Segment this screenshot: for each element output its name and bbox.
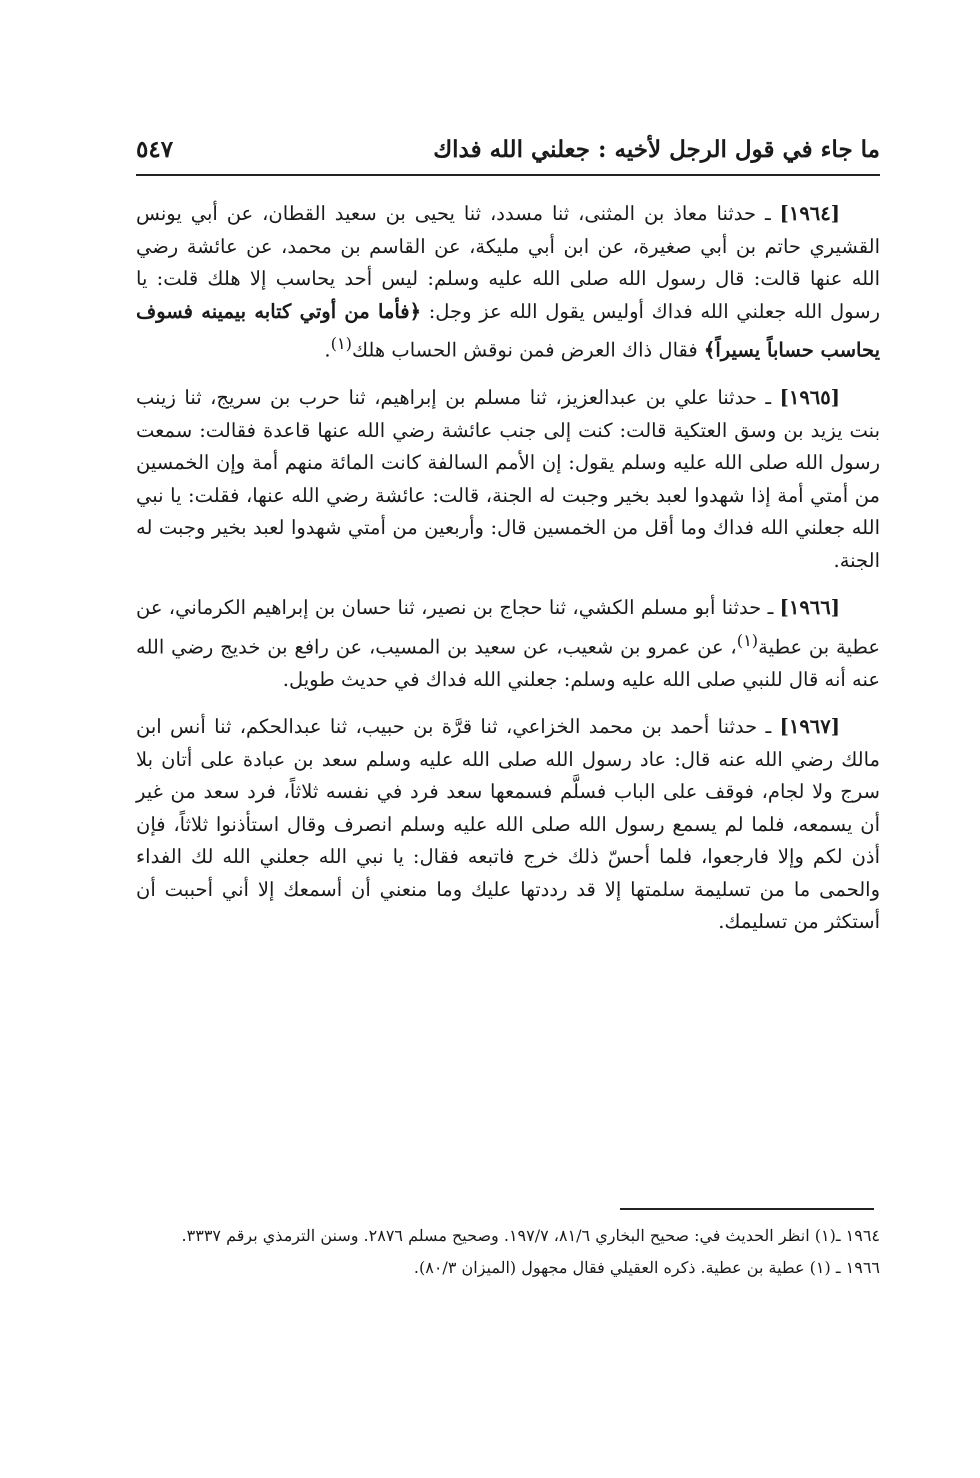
- running-head: ما جاء في قول الرجل لأخيه : جعلني الله فداك: [433, 136, 880, 163]
- hadith-1967: [136, 711, 880, 939]
- footnotes: [120, 1222, 880, 1286]
- page-header: [136, 128, 880, 172]
- page-number: ٥٤٧: [136, 136, 174, 163]
- hadith-number: [١٩٦٥]: [779, 386, 840, 409]
- header-rule: [136, 174, 880, 176]
- hadith-text: ـ حدثنا أحمد بن محمد الخزاعي، ثنا قرَّة بن حبيب، ثنا عبدالحكم، ثنا أنس ابن مالك رضي الله عنه قال: عاد رسول الله صلى الله عليه وسلم سعد بن عبادة على أتان بلا سرج ولا لجام، فوقف على الباب فسلَّم فسمعها سعد فرد في نفسه ثلاثاً، فرد سعد من غير أن يسمعه، فلما لم يسمع رسول الله صلى الله عليه وسلم انصرف وقال استأذنوا ثلاثاً، فإن أذن لكم وإلا فارجعوا، فلما أحسّ ذلك خرج فاتبعه فقال: يا نبي الله جعلني الله لك الفداء والحمى ما من تسليمة سلمتها إلا قد رددتها عليك وما منعني أن أسمعك إلا أني أحببت أن أستكثر من تسليمك.: [136, 715, 880, 933]
- hadith-text: ـ حدثنا علي بن عبدالعزيز، ثنا مسلم بن إبراهيم، ثنا حرب بن سريج، ثنا زينب بنت يزيد بن وسق العتكية قالت: كنت إلى جنب عائشة رضي الله عنها قاعدة فقالت: سمعت رسول الله صلى الله عليه وسلم يقول: إن الأمم السالفة كانت المائة منهم أمة وإن الخمسين من أمتي أمة إذا شهدوا لعبد بخير وجبت له الجنة، قالت: عائشة رضي الله عنها، فقلت: يا نبي الله جعلني الله فداك وما أقل من الخمسين قال: وأربعين من أمتي شهدوا لعبد بخير وجبت له الجنة.: [136, 386, 880, 572]
- hadith-1965: [136, 382, 880, 577]
- hadith-text: ـ حدثنا أبو مسلم الكشي، ثنا حجاج بن نصير، ثنا حسان بن إبراهيم الكرماني، عن عطية بن عطية: [136, 596, 880, 658]
- hadith-text: فقال ذاك العرض فمن نوقش الحساب هلك: [352, 338, 704, 362]
- hadith-text: ـ حدثنا معاذ بن المثنى، ثنا مسدد، ثنا يحيى بن سعيد القطان، عن أبي يونس القشيري حاتم بن أبي صغيرة، عن ابن أبي مليكة، عن القاسم بن محمد، عن عائشة رضي الله عنها قالت: قال رسول الله صلى الله عليه وسلم: ليس أحد يحاسب إلا هلك قلت: يا رسول الله جعلني الله فداك أوليس يقول الله عز وجل:: [136, 202, 880, 323]
- hadith-ending: .: [324, 338, 331, 362]
- footnote-rule: [620, 1208, 874, 1210]
- hadith-number: [١٩٦٤]: [779, 202, 840, 225]
- hadith-number: [١٩٦٦]: [779, 596, 840, 619]
- main-text: [136, 198, 880, 954]
- hadith-number: [١٩٦٧]: [779, 715, 840, 738]
- quran-quote: ﴿فأما من أوتي كتابه بيمينه فسوف يحاسب حساباً يسيراً﴾: [136, 299, 880, 362]
- hadith-text: ، عن عمرو بن شعيب، عن سعيد بن المسيب، عن رافع بن خديج رضي الله عنه أنه قال للنبي صلى الله عليه وسلم: جعلني الله فداك في حديث طويل.: [136, 635, 880, 691]
- footnote-1964: ١٩٦٤ ـ(١) انظر الحديث في: صحيح البخاري ٨١/٦، ١٩٧/٧. وصحيح مسلم ٢٨٧٦. وسنن الترمذي برقم ٣٣٣٧.: [181, 1226, 880, 1245]
- footnote-1966: ١٩٦٦ ـ (١) عطية بن عطية. ذكره العقيلي فقال مجهول (الميزان ٨٠/٣).: [413, 1258, 880, 1277]
- hadith-1964: [136, 198, 880, 367]
- hadith-1966: [136, 592, 880, 696]
- footnote-ref: (١): [736, 630, 759, 650]
- footnote-ref: (١): [330, 334, 352, 353]
